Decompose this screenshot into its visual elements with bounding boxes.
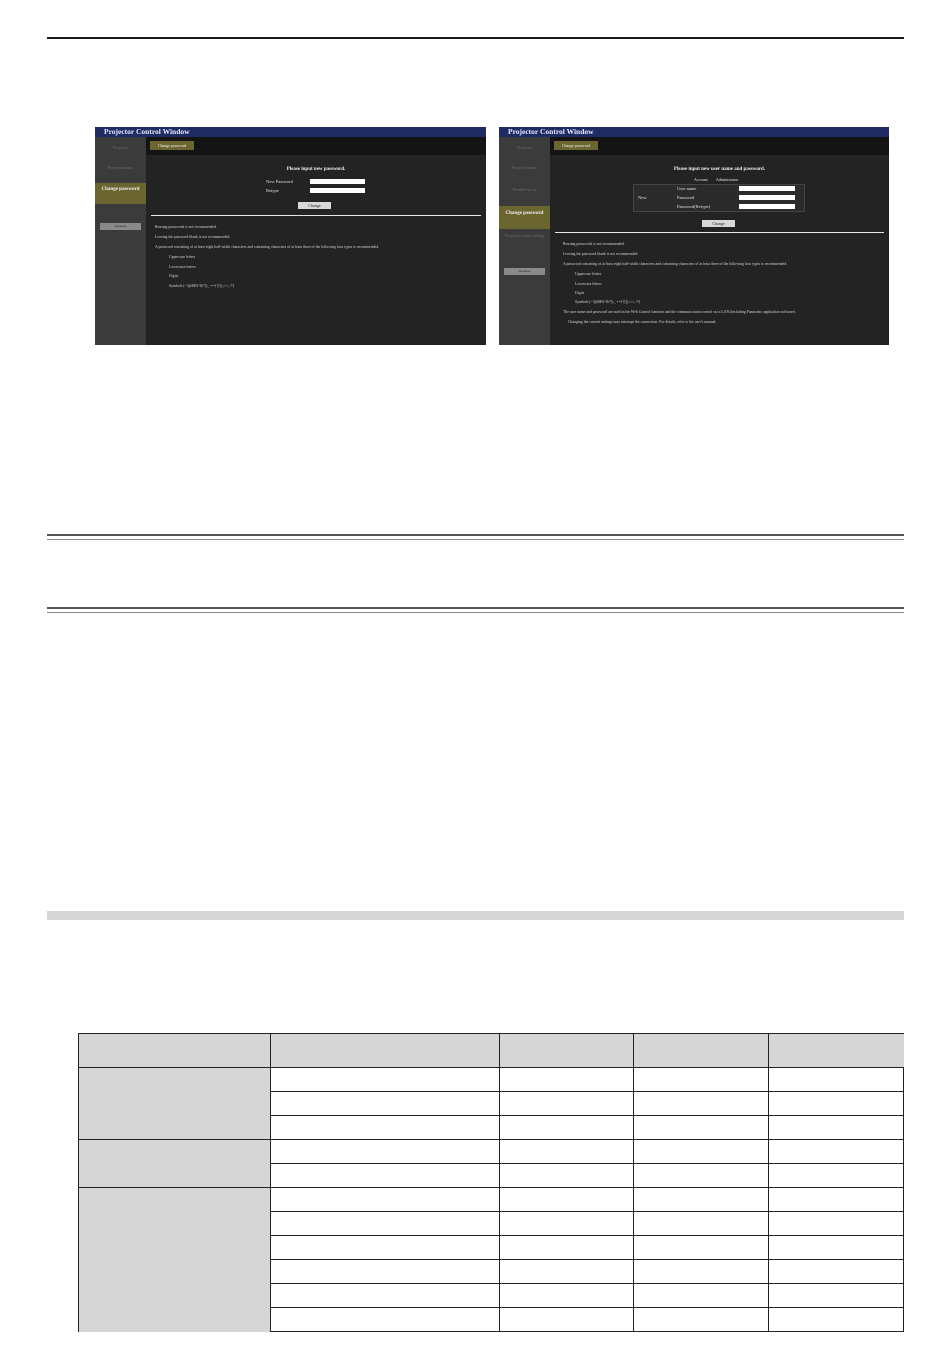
table-header-cell [271, 1034, 500, 1068]
tab-change-password[interactable]: Change password [150, 141, 194, 150]
table-cell [271, 1212, 500, 1236]
table-cell [271, 1140, 500, 1164]
table-cell [500, 1284, 634, 1308]
window-title: Projector Control Window [499, 127, 889, 137]
change-button[interactable]: Change [298, 202, 331, 209]
sidebar-item-change-password[interactable]: Change password [95, 183, 146, 204]
password-input[interactable] [739, 195, 795, 200]
sidebar [95, 137, 146, 345]
table-cell [500, 1116, 634, 1140]
sidebar-item-projector-control-setting[interactable]: Projector control setting [505, 233, 544, 238]
table-group-cell [79, 1140, 271, 1188]
password-retype-label: Password(Retype) [677, 204, 710, 209]
table-cell [271, 1308, 500, 1332]
note-sub: Symbols (~!@#$%^&*()_-+={}[]|:;<>,.?/) [169, 284, 235, 288]
table-cell [769, 1260, 904, 1284]
note-sub: Digits [169, 274, 179, 278]
user-name-input[interactable] [739, 186, 795, 191]
new-password-label: New Password [266, 179, 293, 184]
separator [555, 232, 884, 233]
note: Changing the current settings may interrupt the connection. For details, refer to the user's manual. [568, 320, 717, 324]
table-header-cell [500, 1034, 634, 1068]
note: Leaving the password blank is not recommended. [563, 252, 639, 256]
table-cell [271, 1164, 500, 1188]
separator [151, 215, 481, 216]
table-cell [500, 1212, 634, 1236]
table-cell [634, 1284, 769, 1308]
table-cell [271, 1260, 500, 1284]
table-cell [500, 1140, 634, 1164]
note-sub: Digits [575, 291, 585, 295]
table-cell [500, 1308, 634, 1332]
table-cell [271, 1068, 500, 1092]
password-retype-input[interactable] [739, 204, 795, 209]
table-cell [500, 1188, 634, 1212]
table-cell [500, 1068, 634, 1092]
table-cell [634, 1164, 769, 1188]
note-sub: Lowercase letters [575, 282, 602, 286]
table-cell [769, 1140, 904, 1164]
projector-window-right [499, 127, 889, 345]
table-cell [500, 1092, 634, 1116]
retype-input[interactable] [310, 188, 365, 193]
page-heading: Please input new user name and password. [673, 167, 766, 172]
sidebar-item-projector-status[interactable]: Projector status [512, 165, 537, 170]
note: Leaving the password blank is not recommended. [155, 235, 231, 239]
table-cell [271, 1116, 500, 1140]
table-cell [634, 1092, 769, 1116]
note: Reusing passwords is not recommended. [155, 225, 217, 229]
table-cell [500, 1164, 634, 1188]
table-cell [271, 1236, 500, 1260]
sidebar-item-change-password[interactable]: Change password [499, 206, 550, 229]
table-cell [769, 1212, 904, 1236]
section-rule-1 [47, 534, 904, 540]
table-cell [634, 1188, 769, 1212]
sidebar-item-projector[interactable]: Projector [113, 145, 128, 150]
password-label: Password [677, 195, 695, 200]
change-button[interactable]: Change [702, 220, 735, 227]
sidebar-item-projector[interactable]: Projector [517, 145, 532, 150]
table-cell [500, 1236, 634, 1260]
note-sub: Uppercase letters [169, 255, 196, 259]
table-group-cell [79, 1068, 271, 1140]
note: A password consisting of at least eight half-width characters and containing characters of at least three of the following four types is recommended. [155, 245, 380, 249]
account-link[interactable]: Account [694, 177, 708, 182]
note-sub: Symbols (~!@#$%^&*()_-+={}[]|:;<>,.?/) [575, 300, 641, 304]
section-band [47, 911, 904, 920]
section-rule-2 [47, 607, 904, 613]
table-cell [769, 1164, 904, 1188]
note-sub: Uppercase letters [575, 272, 602, 276]
table-group-cell [79, 1188, 271, 1332]
new-label: New [638, 195, 647, 200]
table-header-cell [769, 1034, 904, 1068]
sidebar [499, 137, 550, 345]
window-title: Projector Control Window [95, 127, 486, 137]
specification-table [78, 1033, 904, 1332]
table-cell [769, 1284, 904, 1308]
table-cell [634, 1308, 769, 1332]
projector-window-left [95, 127, 486, 345]
tab-change-password[interactable]: Change password [554, 141, 598, 150]
table-cell [500, 1260, 634, 1284]
table-cell [271, 1284, 500, 1308]
user-name-label: User name [677, 186, 697, 191]
page-heading: Please input new password. [286, 167, 346, 172]
sidebar-item-detailed-setup[interactable]: Detailed set up [512, 187, 537, 192]
note: The user name and password are used in the Web Control function and the communication control via a LAN (including Panasonic application software). [563, 310, 797, 314]
table-cell [769, 1236, 904, 1260]
sidebar-item-projector-status[interactable]: Projector status [108, 165, 133, 170]
table-cell [271, 1092, 500, 1116]
tab-bar [550, 137, 889, 155]
main-panel [550, 155, 889, 345]
table-cell [634, 1212, 769, 1236]
new-password-input[interactable] [310, 179, 365, 184]
main-panel [146, 155, 486, 345]
table-cell [769, 1068, 904, 1092]
table-cell [634, 1236, 769, 1260]
note-sub: Lowercase letters [169, 265, 196, 269]
administrator-link[interactable]: Administrator [716, 177, 739, 182]
top-rule [47, 37, 904, 39]
retype-label: Retype [266, 188, 279, 193]
table-cell [634, 1116, 769, 1140]
table-cell [769, 1308, 904, 1332]
table-cell [271, 1188, 500, 1212]
table-header-cell [79, 1034, 271, 1068]
table-cell [769, 1116, 904, 1140]
note: A password consisting of at least eight half-width characters and containing characters of at least three of the following four types is recommended. [563, 262, 788, 266]
japanese-button[interactable]: Japanese [100, 223, 141, 230]
table-cell [634, 1140, 769, 1164]
table-cell [634, 1260, 769, 1284]
japanese-button[interactable]: Japanese [504, 268, 545, 275]
table-cell [769, 1188, 904, 1212]
note: Reusing passwords is not recommended. [563, 242, 625, 246]
table-header-cell [634, 1034, 769, 1068]
table-cell [769, 1092, 904, 1116]
table-cell [634, 1068, 769, 1092]
tab-bar [146, 137, 486, 155]
